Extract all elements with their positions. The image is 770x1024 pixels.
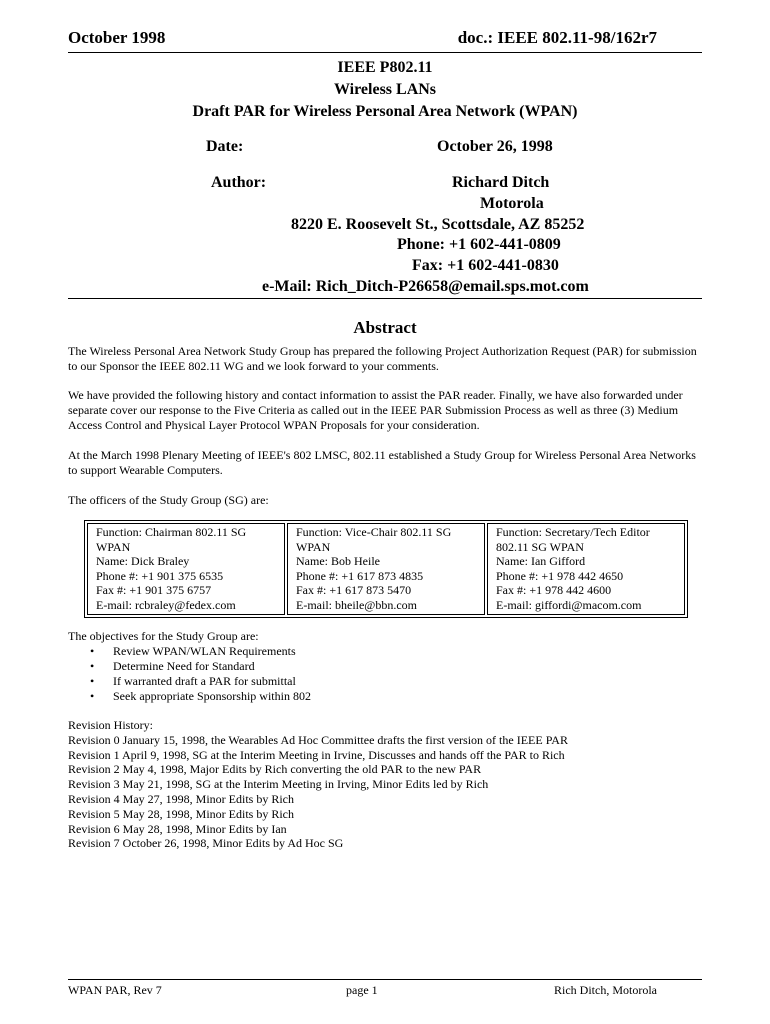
list-item: • Seek appropriate Sponsorship within 802: [90, 689, 311, 703]
officer-name: Name: Bob Heile: [296, 554, 380, 569]
revision-history: [68, 718, 568, 851]
officer-function: Function: Chairman 802.11 SG WPAN: [96, 525, 247, 554]
header-date: October 1998: [68, 28, 166, 47]
list-item: Revision 7 October 26, 1998, Minor Edits by Ad Hoc SG: [68, 836, 344, 851]
officer-phone: Phone #: +1 617 873 4835: [296, 568, 424, 583]
document-title: Draft PAR for Wireless Personal Area Network (WPAN): [192, 103, 578, 120]
list-item: Revision 5 May 28, 1998, Minor Edits by Rich: [68, 806, 294, 821]
list-item: Revision 2 May 4, 1998, Major Edits by Rich converting the old PAR to the new PAR: [68, 762, 482, 777]
bullet-icon: •: [90, 674, 95, 688]
officer-email: E-mail: rcbraley@fedex.com: [96, 597, 236, 612]
list-item: Revision 3 May 21, 1998, SG at the Interim Meeting in Irving, Minor Edits led by Rich: [68, 777, 489, 792]
footer-doc-name: WPAN PAR, Rev 7: [68, 983, 162, 997]
abstract-paragraph-1: The Wireless Personal Area Network Study Group has prepared the following Project Authorization Request (PAR) for submission to our Sponsor the IEEE 802.11 WG and we look forward to your comments.: [68, 344, 697, 373]
officer-function: Function: Secretary/Tech Editor 802.11 SG WPAN: [496, 525, 650, 554]
objectives-list: [68, 644, 311, 704]
date-label: Date:: [206, 138, 244, 155]
officer-fax: Fax #: +1 978 442 4600: [496, 583, 612, 598]
date-value: October 26, 1998: [437, 138, 553, 155]
abstract-heading: Abstract: [353, 318, 417, 337]
officer-fax: Fax #: +1 617 873 5470: [296, 583, 412, 598]
author-fax: Fax: +1 602-441-0830: [412, 257, 559, 274]
author-label: Author:: [211, 174, 267, 191]
author-name: Richard Ditch: [452, 174, 550, 191]
officer-name: Name: Dick Braley: [96, 554, 190, 569]
footer-page-number: page 1: [346, 983, 378, 997]
officer-phone: Phone #: +1 978 442 4650: [496, 568, 624, 583]
header-doc-id: doc.: IEEE 802.11-98/162r7: [457, 28, 657, 47]
header-rule: [68, 52, 702, 53]
officer-phone: Phone #: +1 901 375 6535: [96, 568, 224, 583]
officers-table: [84, 520, 688, 618]
officer-email: E-mail: bheile@bbn.com: [296, 597, 418, 612]
list-item: Revision 6 May 28, 1998, Minor Edits by Ian: [68, 821, 287, 836]
objectives-intro: The objectives for the Study Group are:: [68, 629, 259, 643]
officer-name: Name: Ian Gifford: [496, 554, 586, 569]
footer-rule: [68, 979, 702, 980]
list-item: Revision 4 May 27, 1998, Minor Edits by Rich: [68, 791, 294, 806]
abstract-paragraph-3: At the March 1998 Plenary Meeting of IEEE's 802 LMSC, 802.11 established a Study Group for Wireless Personal Area Networks to support Wearable Computers.: [68, 448, 696, 477]
bullet-icon: •: [90, 689, 95, 703]
abstract-paragraph-2: We have provided the following history and contact information to assist the PAR reader. Finally, we have also forwarded under separate cover our response to the Five Criteria as called out in the IEEE PAR Submission Process as well as three (3) Medium Access Control and Physical Layer Protocol WPAN Proposals for your consideration.: [68, 388, 683, 432]
list-item: • Review WPAN/WLAN Requirements: [90, 644, 296, 658]
bullet-icon: •: [90, 659, 95, 673]
officer-cell-secretary: [487, 523, 685, 615]
officer-cell-chair: [87, 523, 285, 615]
officers-intro: The officers of the Study Group (SG) are:: [68, 493, 269, 507]
table-row: [87, 523, 685, 615]
officer-fax: Fax #: +1 901 375 6757: [96, 583, 212, 598]
title-rule: [68, 298, 702, 299]
author-phone: Phone: +1 602-441-0809: [397, 236, 561, 253]
bullet-icon: •: [90, 644, 95, 658]
revision-heading: Revision History:: [68, 718, 154, 732]
list-item: • Determine Need for Standard: [90, 659, 255, 673]
title-group: Wireless LANs: [333, 81, 437, 98]
title-standard: IEEE P802.11: [337, 59, 433, 76]
list-item: • If warranted draft a PAR for submittal: [90, 674, 296, 688]
author-address: 8220 E. Roosevelt St., Scottsdale, AZ 85252: [291, 216, 585, 233]
list-item: Revision 1 April 9, 1998, SG at the Interim Meeting in Irvine, Discusses and hands off the PAR to Rich: [68, 747, 565, 762]
list-item: Revision 0 January 15, 1998, the Wearables Ad Hoc Committee drafts the first version of the IEEE PAR: [68, 732, 568, 747]
author-email: e-Mail: Rich_Ditch-P26658@email.sps.mot.com: [262, 278, 589, 295]
author-org: Motorola: [480, 195, 544, 212]
officer-cell-vice-chair: [287, 523, 485, 615]
footer-author: Rich Ditch, Motorola: [554, 983, 657, 997]
officer-function: Function: Vice-Chair 802.11 SG WPAN: [296, 525, 452, 554]
officer-email: E-mail: giffordi@macom.com: [496, 597, 642, 612]
